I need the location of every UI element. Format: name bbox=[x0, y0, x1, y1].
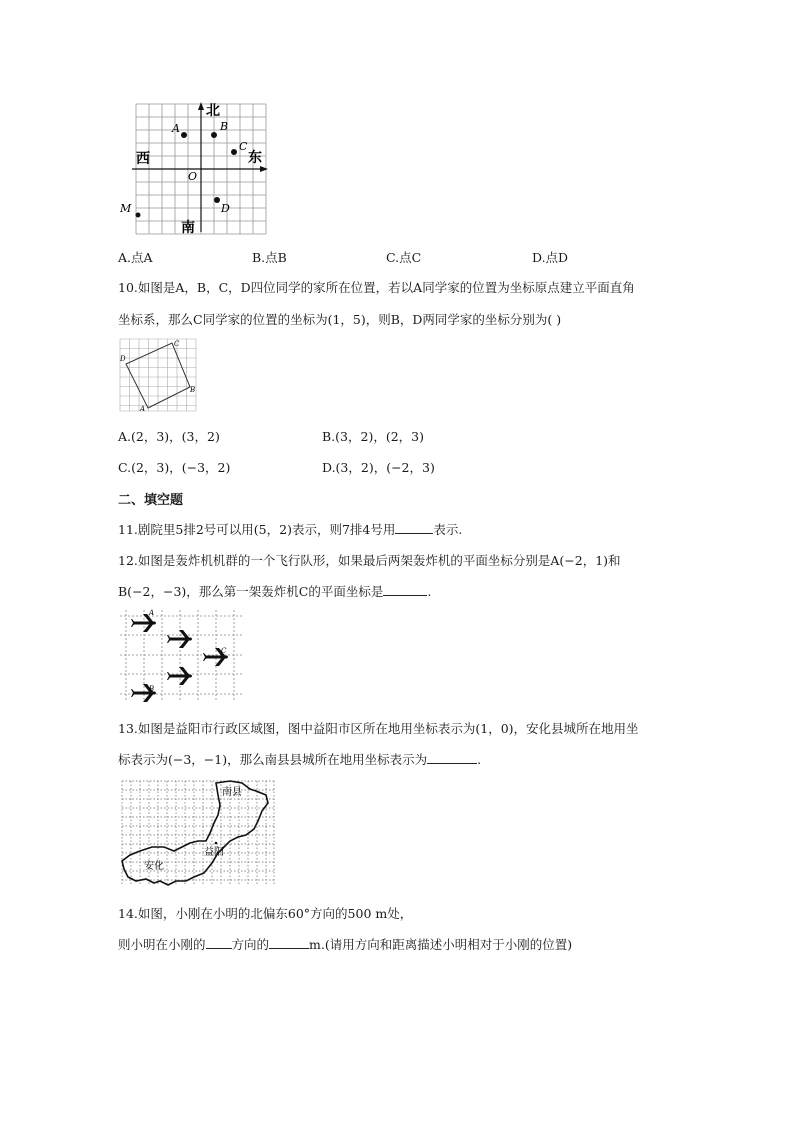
q13-text-after: . bbox=[477, 752, 482, 767]
anhua-label: 安化 bbox=[144, 861, 164, 872]
label-o: O bbox=[188, 170, 198, 183]
north-arrow-icon bbox=[198, 102, 204, 110]
q13-text-before: 标表示为(−3，−1)，那么南县县城所在地用坐标表示为 bbox=[118, 752, 428, 767]
label-c: C bbox=[239, 140, 248, 153]
q13-line1: 13.如图是益阳市行政区域图，图中益阳市区所在地用坐标表示为(1，0)，安化县城所在地用坐 bbox=[118, 721, 639, 736]
q14-line2 bbox=[118, 935, 572, 953]
q11-answer-blank[interactable] bbox=[395, 521, 433, 534]
south-label: 南 bbox=[181, 220, 195, 236]
q9-option-a: A.点A bbox=[118, 250, 153, 265]
q10-option-c: C.(2，3)，(−3，2) bbox=[118, 460, 231, 475]
q12-text-before: B(−2，−3)，那么第一架轰炸机C的平面坐标是 bbox=[118, 584, 384, 599]
yiyang-dot bbox=[215, 842, 218, 845]
q14-line1: 14.如图，小刚在小明的北偏东60°方向的500 m处， bbox=[118, 906, 413, 921]
label-b: B bbox=[149, 685, 155, 693]
label-a: A bbox=[140, 405, 146, 413]
q12-line1: 12.如图是轰炸机机群的一个飞行队形，如果最后两架轰炸机的平面坐标分别是A(−2，1)和 bbox=[118, 553, 621, 568]
q13-line2 bbox=[118, 750, 481, 768]
label-a: A bbox=[149, 609, 155, 617]
label-a: A bbox=[172, 122, 180, 135]
q12-answer-blank[interactable] bbox=[383, 583, 427, 596]
q12-line2 bbox=[118, 582, 431, 600]
compass-grid-figure bbox=[118, 100, 270, 236]
q14-direction-blank[interactable] bbox=[206, 936, 232, 949]
bomber-formation-figure bbox=[118, 608, 246, 704]
q9-option-b: B.点B bbox=[252, 250, 287, 265]
west-label: 西 bbox=[136, 151, 150, 167]
nanxian-label: 南县 bbox=[222, 787, 242, 798]
label-c: C bbox=[174, 340, 180, 348]
q10-option-a: A.(2，3)，(3，2) bbox=[118, 429, 220, 444]
q10-line1: 10.如图是A，B，C，D四位同学的家所在位置，若以A同学家的位置为坐标原点建立平面直角 bbox=[118, 280, 635, 295]
label-c: C bbox=[221, 647, 227, 655]
q14-distance-blank[interactable] bbox=[269, 936, 309, 949]
point-b bbox=[211, 132, 217, 138]
label-m: M bbox=[120, 202, 132, 215]
q12-text-after: . bbox=[427, 584, 432, 599]
q10-option-d: D.(3，2)，(−2，3) bbox=[322, 460, 435, 475]
square-grid-figure bbox=[118, 337, 198, 413]
point-m bbox=[136, 213, 141, 218]
q11-line bbox=[118, 520, 462, 538]
q14-text-a: 则小明在小刚的 bbox=[118, 937, 206, 952]
q11-text-before: 11.剧院里5排2号可以用(5，2)表示，则7排4号用 bbox=[118, 522, 396, 537]
q14-text-b: 方向的 bbox=[231, 937, 270, 952]
point-a bbox=[181, 132, 187, 138]
point-c bbox=[231, 149, 237, 155]
q9-option-c: C.点C bbox=[386, 250, 422, 265]
point-d bbox=[214, 197, 220, 203]
section-heading: 二、填空题 bbox=[118, 493, 184, 508]
q9-option-d: D.点D bbox=[532, 250, 569, 265]
q14-text-c: m.(请用方向和距离描述小明相对于小刚的位置) bbox=[309, 937, 573, 952]
label-b: B bbox=[190, 386, 196, 394]
label-d: D bbox=[221, 202, 230, 215]
label-d: D bbox=[120, 355, 126, 363]
plane-4-icon bbox=[167, 667, 192, 685]
yiyang-map-figure bbox=[118, 777, 278, 889]
north-label: 北 bbox=[206, 103, 220, 119]
east-arrow-icon bbox=[260, 166, 268, 172]
east-label: 东 bbox=[248, 150, 262, 166]
label-b: B bbox=[220, 120, 229, 133]
q13-answer-blank[interactable] bbox=[427, 751, 477, 764]
plane-2-icon bbox=[167, 630, 192, 648]
q10-option-b: B.(3，2)，(2，3) bbox=[322, 429, 424, 444]
yiyang-label: 益阳 bbox=[204, 847, 224, 858]
q11-text-after: 表示. bbox=[433, 522, 463, 537]
q10-line2: 坐标系，那么C同学家的位置的坐标为(1，5)，则B，D两同学家的坐标分别为( ) bbox=[118, 312, 562, 327]
